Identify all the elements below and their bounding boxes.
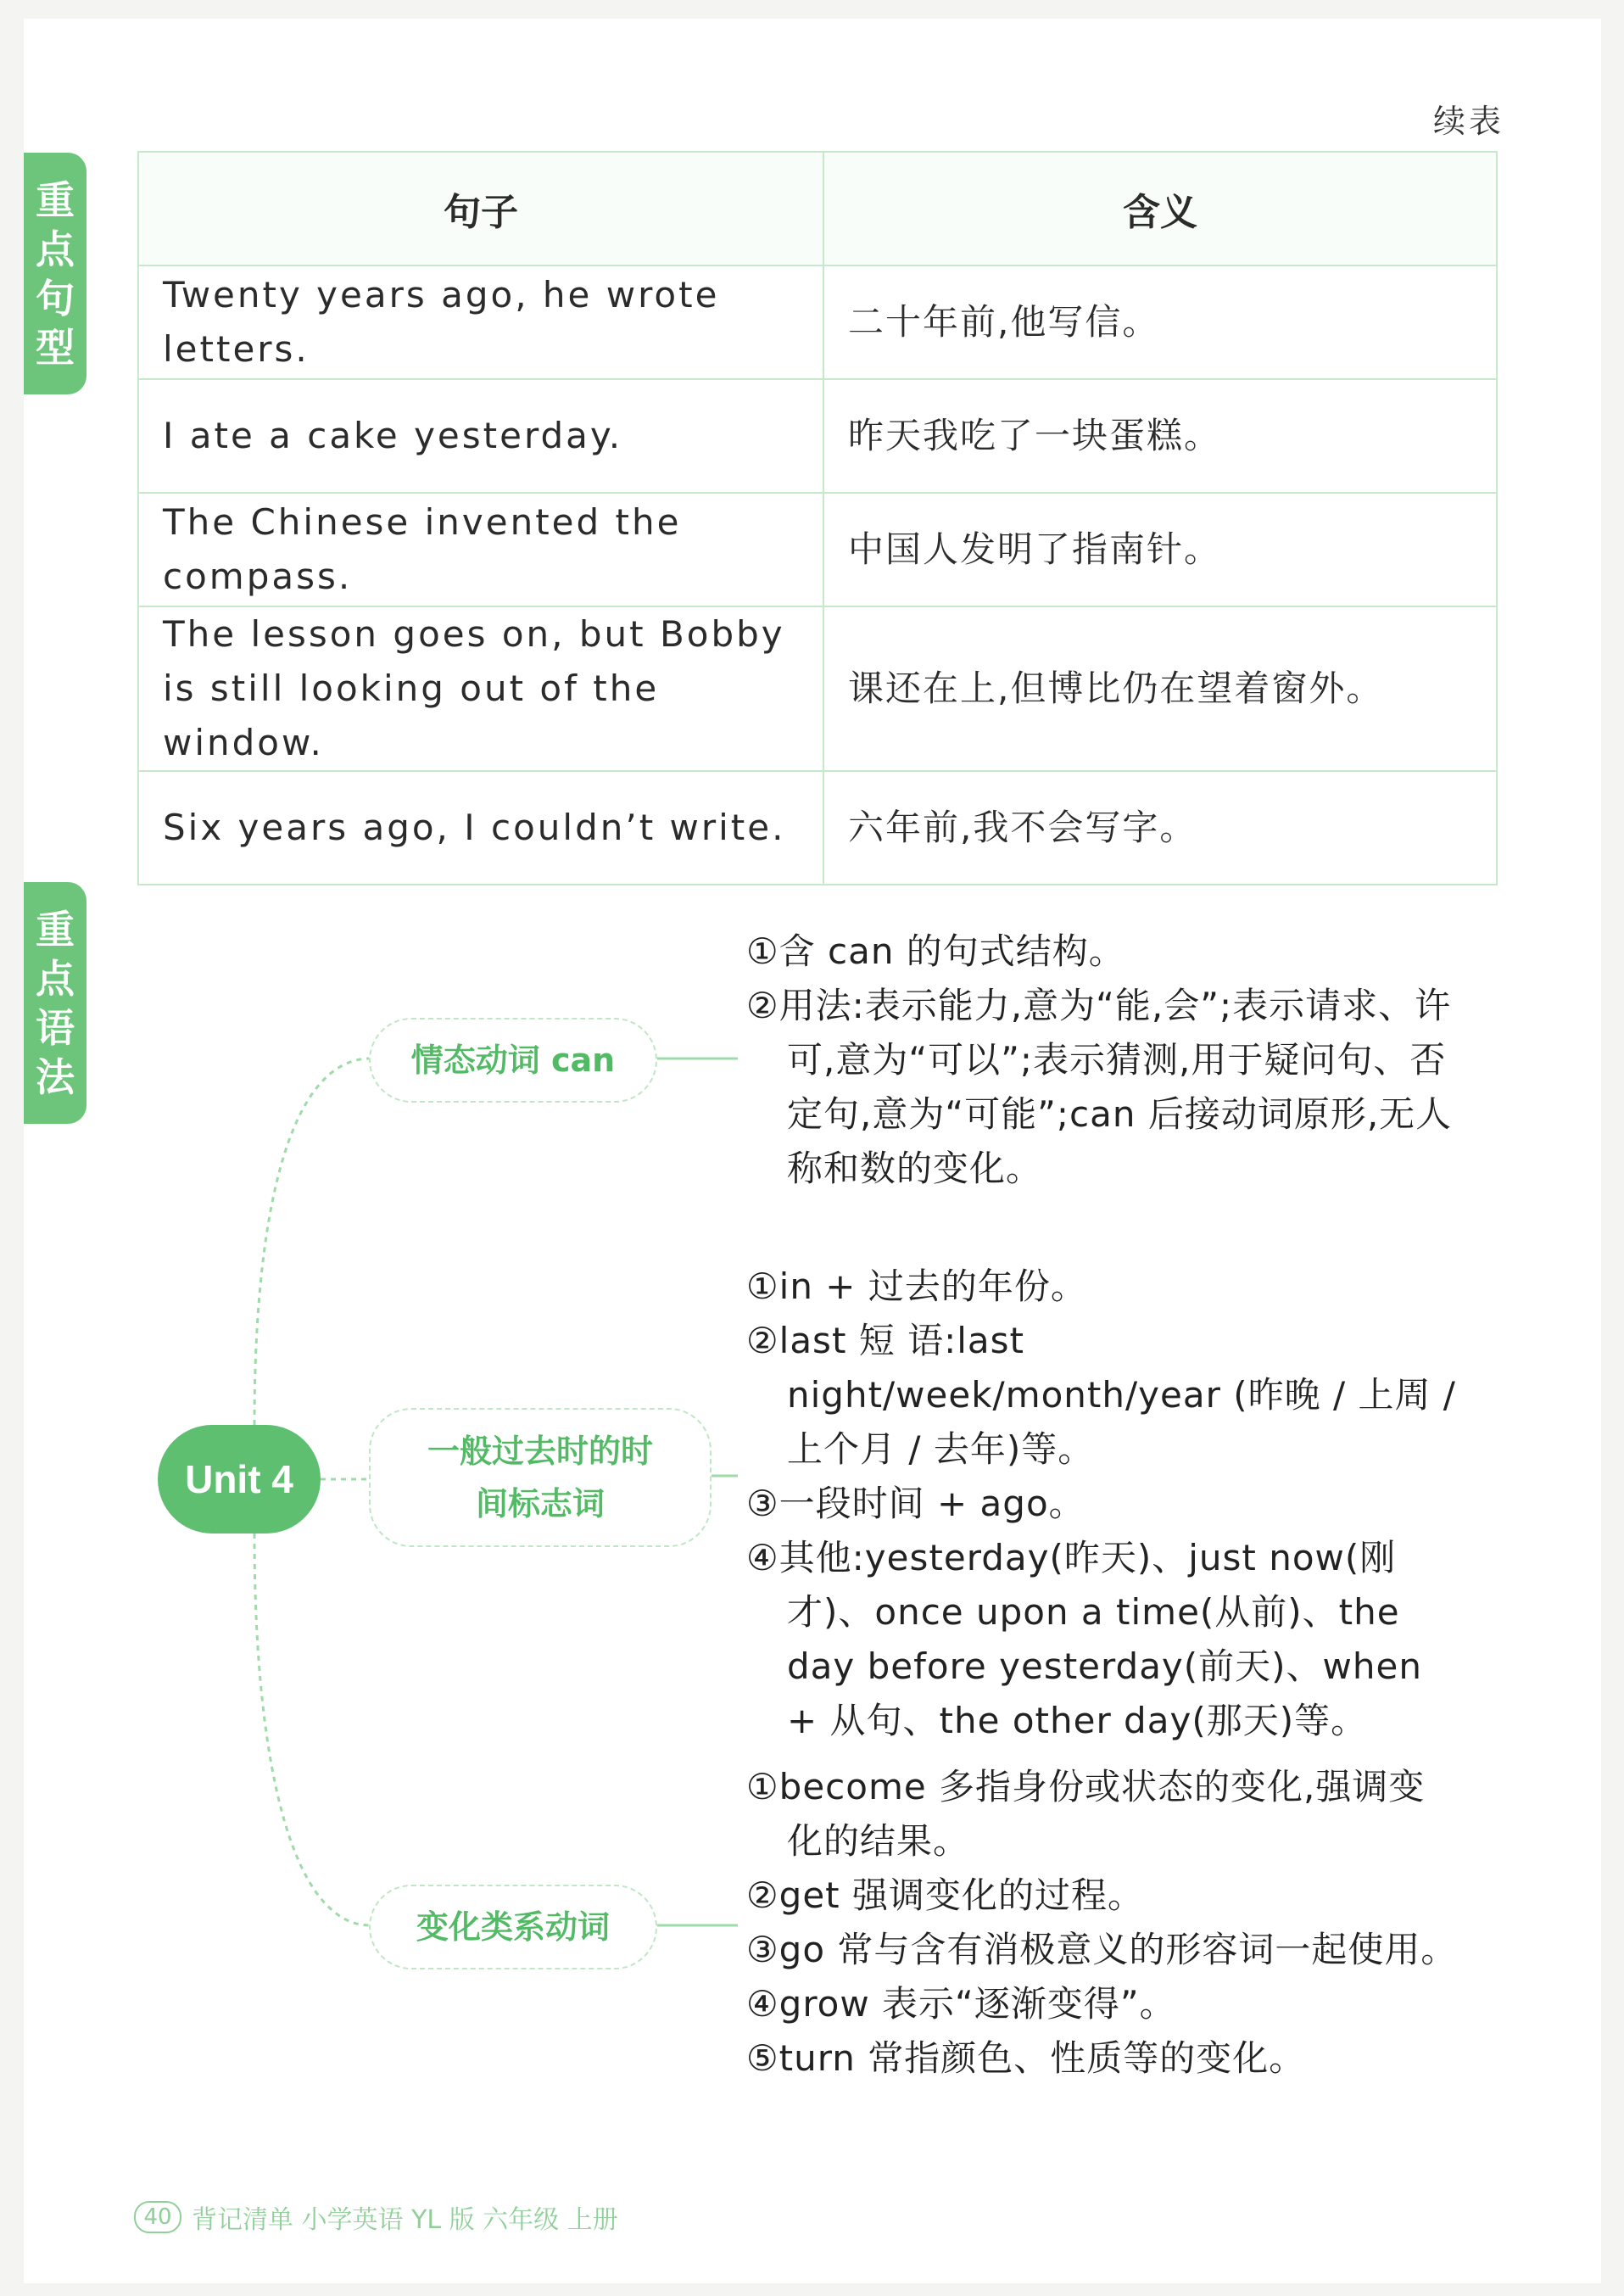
notes-linking-verbs [746, 1760, 1459, 2086]
branch-title-line: 间标志词 [475, 1485, 605, 1522]
tab-char: 法 [36, 1053, 75, 1100]
meaning-cell: 中国人发明了指南针。 [823, 493, 1497, 606]
branch-linking-verbs: 变化类系动词 [369, 1885, 657, 1969]
header-sentence: 句子 [138, 152, 823, 265]
tab-char: 点 [36, 955, 75, 1002]
notes-modal-can [746, 925, 1459, 1196]
connector-branch-3 [254, 1533, 369, 1925]
branch-title-line: 一般过去时的时 [427, 1433, 653, 1470]
tab-char: 重 [36, 176, 75, 223]
meaning-cell: 二十年前,他写信。 [823, 265, 1497, 379]
tab-char: 语 [36, 1004, 75, 1051]
header-meaning: 含义 [823, 152, 1497, 265]
sentence-cell: The lesson goes on, but Bobby is still looking out of the window. [138, 606, 823, 771]
note-item: ④grow 表示“逐渐变得”。 [746, 1983, 1176, 2025]
meaning-cell: 六年前,我不会写字。 [823, 771, 1497, 885]
tab-char: 句 [36, 275, 75, 321]
branch-modal-can: 情态动词 can [369, 1018, 657, 1103]
sentence-cell: I ate a cake yesterday. [138, 379, 823, 493]
note-item: ⑤turn 常指颜色、性质等的变化。 [746, 2037, 1306, 2079]
connector-branch-1 [254, 1059, 369, 1425]
page-number: 40 [134, 2201, 181, 2233]
continued-label: 续表 [1433, 103, 1505, 140]
note-item: ①become 多指身份或状态的变化,强调变化的结果。 [746, 1766, 1426, 1862]
meaning-cell: 昨天我吃了一块蛋糕。 [823, 379, 1497, 493]
branch-past-tense-markers [369, 1408, 712, 1547]
note-item: ③一段时间 + ago。 [746, 1483, 1085, 1524]
note-item: ①含 can 的句式结构。 [746, 930, 1125, 972]
sentence-cell: Twenty years ago, he wrote letters. [138, 265, 823, 379]
tab-char: 重 [36, 906, 75, 952]
unit-root-badge: Unit 4 [158, 1425, 321, 1533]
meaning-cell: 课还在上,但博比仍在望着窗外。 [823, 606, 1497, 771]
page-footer [134, 2198, 618, 2236]
sentence-cell: Six years ago, I couldn’t write. [138, 771, 823, 885]
note-item: ②get 强调变化的过程。 [746, 1874, 1144, 1916]
book-title: 背记清单 小学英语 YL 版 六年级 上册 [192, 2205, 618, 2235]
note-item: ②last 短 语:last night/week/month/year (昨晚 / 上周 / 上个月 / 去年)等。 [746, 1320, 1456, 1470]
tab-char: 型 [36, 324, 75, 371]
note-item: ④其他:yesterday(昨天)、just now(刚才)、once upon a time(从前)、the day before yesterday(前天)、when + 从句、the other day(那天)等。 [746, 1537, 1422, 1741]
tab-char: 点 [36, 226, 75, 272]
note-item: ②用法:表示能力,意为“能,会”;表示请求、许可,意为“可以”;表示猜测,用于疑问句、否定句,意为“可能”;can 后接动词原形,无人称和数的变化。 [746, 985, 1453, 1189]
sentence-cell: The Chinese invented the compass. [138, 493, 823, 606]
notes-past-tense [746, 1260, 1459, 1748]
note-item: ③go 常与含有消极意义的形容词一起使用。 [746, 1929, 1458, 1970]
note-item: ①in + 过去的年份。 [746, 1265, 1087, 1307]
